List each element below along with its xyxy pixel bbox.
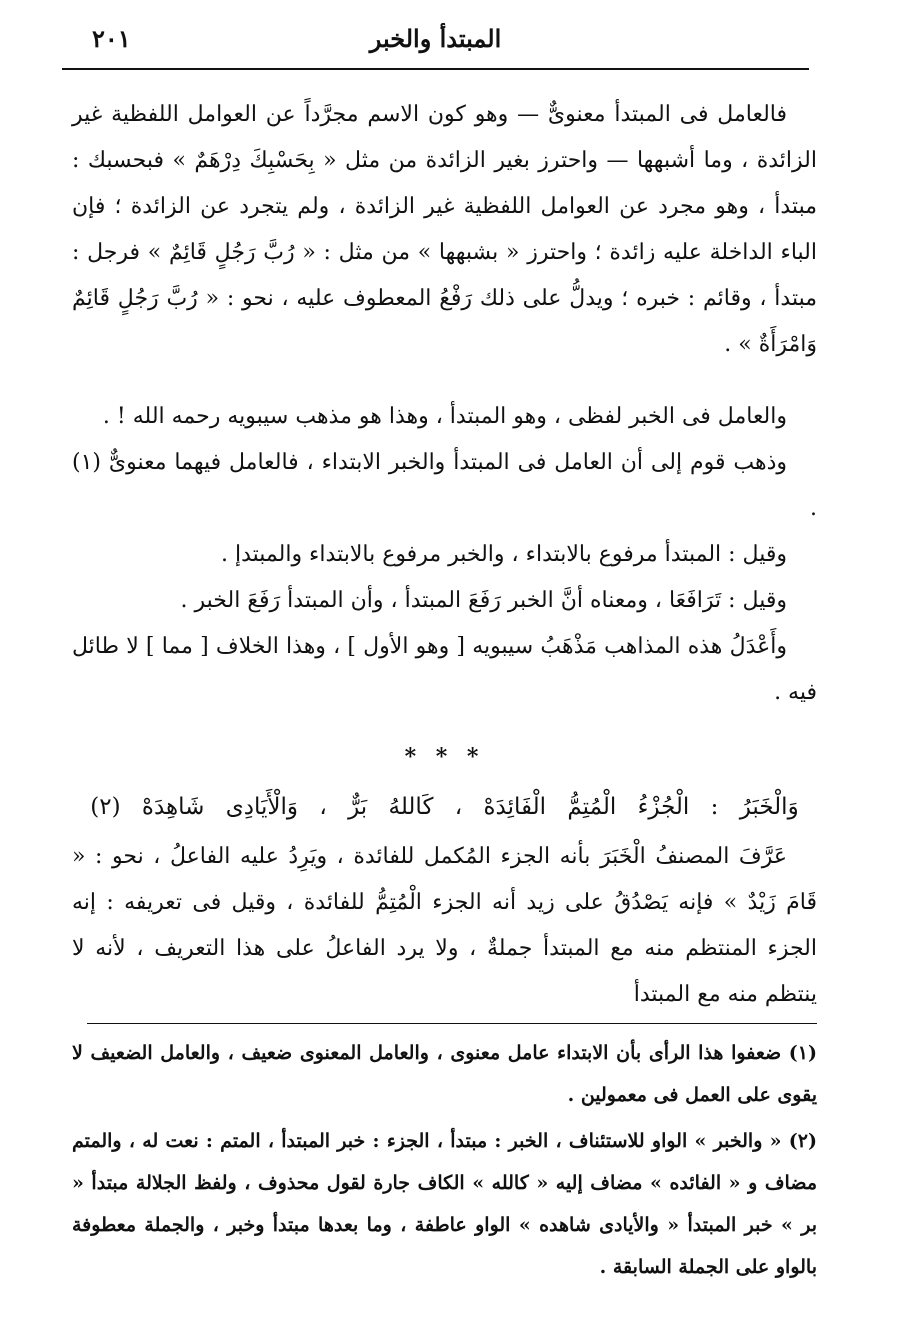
footnote-1: (١) ضعفوا هذا الرأى بأن الابتداء عامل معنوى ، والعامل المعنوى ضعيف ، والعامل الضعيف لا يقوى على العمل فى معمولين . [72,1042,817,1106]
section-separator: * * * [404,744,485,770]
page-number: ٢٠١ [92,24,131,53]
footnotes [72,1032,817,1288]
paragraph-sibawayh-view: والعامل فى الخبر لفظى ، وهو المبتدأ ، وهذا هو مذهب سيبويه رحمه الله ! . [102,404,787,429]
footnote-2: (٢) « والخبر » الواو للاستئناف ، الخبر : مبتدأ ، الجزء : خبر المبتدأ ، المتم : نعت له ، والمتم مضاف و « الفائده » مضاف إليه « كالله » الكاف جارة لقول محذوف ، ولفظ الجلالة مبتدأ « بر » خبر المبتدأ « والأيادى شاهده » الواو عاطفة ، وما بعدها مبتدأ وخبر ، والجملة معطوفة بالواو على الجملة السابقة . [72,1130,817,1278]
paragraph-khabar-definition: عَرَّفَ المصنفُ الْخَبَرَ بأنه الجزء المُكمل للفائدة ، ويَرِدُ عليه الفاعلُ ، نحو : « قَامَ زَيْدٌ » فإنه يَصْدُقُ على زيد أنه الجزء الْمُتِمُّ للفائدة ، وقيل فى تعريفه : إنه الجزء المنتظم منه مع المبتدأ جملةٌ ، ولا يرد الفاعلُ على هذا التعريف ، لأنه لا ينتظم منه مع المبتدأ [72,844,817,1007]
alfiya-verse: وَالْخَبَرُ : الْجُزْءُ الْمُتِمُّ الْفَائِدَهْ ، كَاللهُ بَرٌّ ، وَالْأَيَادِى شَاهِدَهْ (٢) [90,794,799,820]
footnote-divider [87,1023,817,1024]
paragraph-ibtida-view: وذهب قوم إلى أن العامل فى المبتدأ والخبر الابتداء ، فالعامل فيهما معنوىٌّ (١) . [72,450,817,521]
paragraph-mutual-view: وقيل : تَرَافَعَا ، ومعناه أنَّ الخبر رَفَعَ المبتدأ ، وأن المبتدأ رَفَعَ الخبر . [180,588,787,613]
paragraph-preferred-view: وأَعْدَلُ هذه المذاهب مَذْهَبُ سيبويه [ وهو الأول ] ، وهذا الخلاف [ مما ] لا طائل فيه . [72,634,817,705]
page-header [62,18,809,70]
running-title: المبتدأ والخبر [369,24,502,53]
paragraph-abstract-agent: فالعامل فى المبتدأ معنوىٌّ — وهو كون الاسم مجرَّداً عن العوامل اللفظية غير الزائدة ، وما أشبهها — واحترز بغير الزائدة من مثل « بِحَسْبِكَ دِرْهَمٌ » فبحسبك : مبتدأ ، وهو مجرد عن العوامل اللفظية غير الزائدة ، ولم يتجرد عن الزائدة ؛ فإن الباء الداخلة عليه زائدة ؛ واحترز « بشبهها » من مثل : « رُبَّ رَجُلٍ قَائِمٌ » فرجل : مبتدأ ، وقائم : خبره ؛ ويدلُّ على ذلك رَفْعُ المعطوف عليه ، نحو : « رُبَّ رَجُلٍ قَائِمٌ وَامْرَأَةٌ » . [72,102,817,357]
paragraph-third-view: وقيل : المبتدأ مرفوع بالابتداء ، والخبر مرفوع بالابتداء والمبتدإ . [220,542,787,567]
main-text [72,92,817,1018]
